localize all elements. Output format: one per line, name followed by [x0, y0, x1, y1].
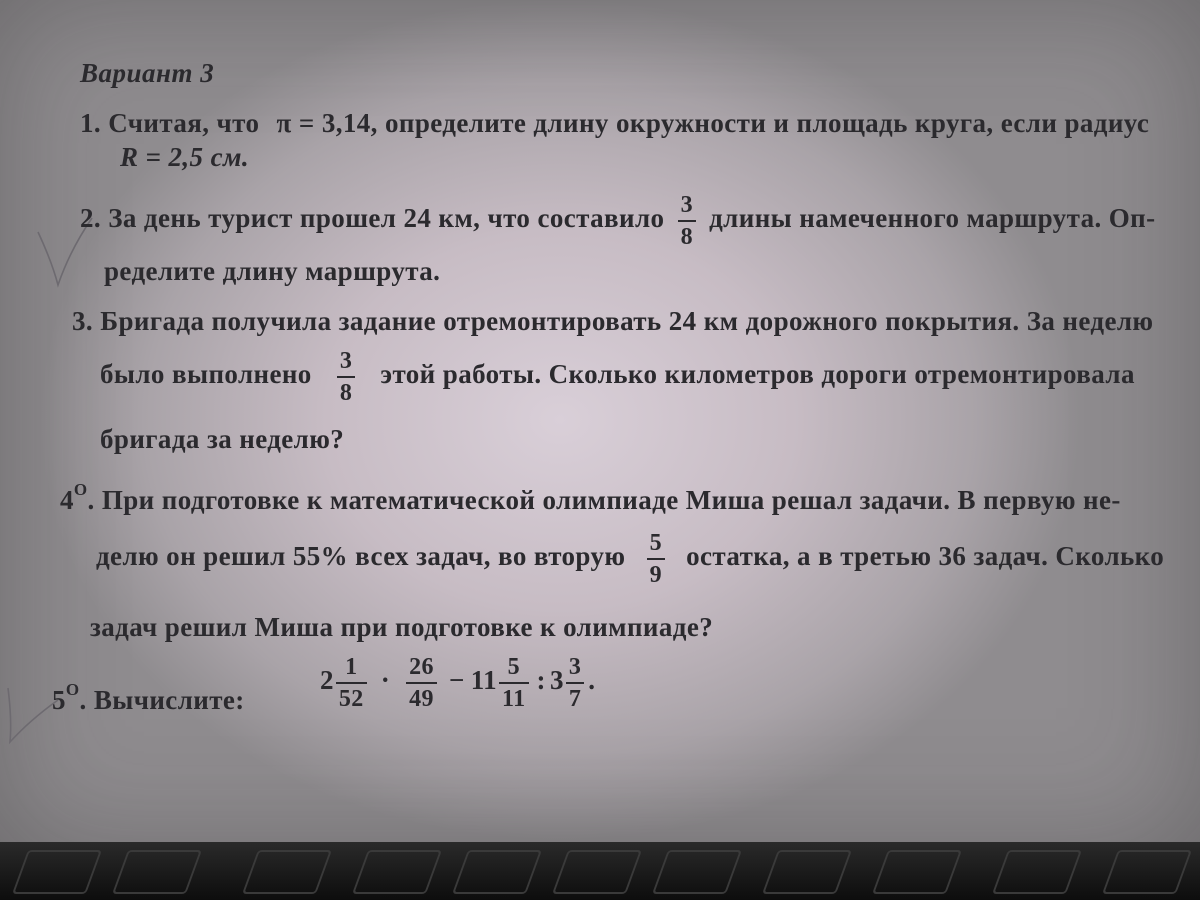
expr-operator-minus: −: [448, 665, 465, 696]
problem-3-number: 3.: [72, 306, 94, 336]
problem-3-text-pre: было выполнено: [100, 359, 312, 390]
desk-slat: [992, 850, 1082, 894]
fraction-numerator: 26: [409, 654, 434, 680]
problem-3-fraction: [337, 348, 355, 406]
problem-4-line-2: [96, 530, 1164, 588]
problem-2-number: 2.: [80, 203, 102, 234]
fraction-denominator: 9: [649, 562, 662, 588]
problem-2-text-post: длины намеченного маршрута. Оп-: [709, 203, 1156, 234]
problem-2-line-2: ределите длину маршрута.: [104, 256, 441, 286]
fraction-numerator: 1: [345, 654, 358, 680]
fraction-denominator: 8: [339, 380, 353, 406]
fraction-numerator: 3: [568, 654, 582, 680]
problem-4-fraction: [647, 530, 665, 588]
problem-1-line-2: R = 2,5 см.: [120, 142, 250, 172]
problem-4-number: 4: [60, 485, 74, 515]
problem-5-line: [52, 680, 245, 716]
desk-edge: [0, 842, 1200, 900]
problem-1-number: 1.: [80, 108, 102, 138]
problem-4-line-1: [60, 480, 1121, 516]
expr-whole-1: 2: [320, 665, 334, 696]
problem-5-label: . Вычислите:: [79, 685, 245, 715]
problem-5-number: 5: [52, 685, 66, 715]
problem-3-text: Бригада получила задание отремонтировать 24 км дорожного покрытия. За неделю: [100, 306, 1154, 336]
problem-4-text: . При подготовке к математической олимпиаде Миша решал задачи. В первую не-: [87, 485, 1121, 515]
problem-4-text-post: остатка, а в третью 36 задач. Сколько: [686, 541, 1165, 572]
problem-3-text-post: этой работы. Сколько километров дороги отремонтировала: [380, 359, 1135, 390]
problem-4-marker: O: [73, 480, 88, 499]
fraction-numerator: 5: [507, 654, 520, 680]
fraction-denominator: 49: [409, 686, 434, 712]
desk-slat: [112, 850, 202, 894]
fraction-denominator: 52: [338, 686, 364, 712]
desk-slat: [652, 850, 742, 894]
problem-3-line-1: [72, 306, 1153, 337]
problem-1-pi-text: π = 3,14, определите длину окружности и площадь круга, если радиус: [276, 108, 1150, 138]
expr-whole-3: 3: [549, 665, 564, 696]
expr-whole-2: 11: [470, 665, 498, 696]
problem-1-line-1: [80, 108, 1149, 139]
expr-fraction-3: [499, 654, 528, 712]
problem-2-line-1: [80, 192, 1156, 250]
problem-5-expression: [320, 654, 595, 712]
expr-operator-divide: :: [536, 665, 546, 696]
fraction-bar: [337, 376, 355, 378]
expr-end: .: [588, 665, 596, 696]
desk-slat: [352, 850, 442, 894]
fraction-denominator: 7: [568, 686, 582, 712]
desk-slat: [242, 850, 332, 894]
desk-slat: [762, 850, 852, 894]
problem-1-text: Считая, что: [108, 108, 260, 138]
fraction-bar: [678, 220, 696, 222]
desk-slat: [552, 850, 642, 894]
fraction-bar: [406, 682, 437, 684]
problem-2-text-pre: За день турист прошел 24 км, что составило: [108, 203, 665, 234]
problem-2-fraction: [678, 192, 696, 250]
fraction-numerator: 3: [680, 192, 693, 218]
desk-slat: [452, 850, 542, 894]
problem-3-line-3: бригада за неделю?: [100, 424, 345, 454]
fraction-bar: [566, 682, 584, 684]
expr-operator-multiply: ·: [380, 665, 391, 696]
fraction-numerator: 3: [339, 348, 353, 374]
problem-5-marker: O: [65, 680, 80, 699]
fraction-bar: [336, 682, 367, 684]
problem-3-line-2: [100, 348, 1135, 406]
variant-title: Вариант 3: [80, 58, 215, 88]
desk-slat: [872, 850, 962, 894]
fraction-bar: [499, 682, 528, 684]
expr-fraction-2: [406, 654, 437, 712]
expr-fraction-1: [336, 654, 367, 712]
fraction-bar: [647, 558, 665, 560]
expr-fraction-4: [566, 654, 584, 712]
desk-slat: [1102, 850, 1192, 894]
problem-4-text-pre: делю он решил 55% всех задач, во вторую: [96, 541, 626, 572]
problem-4-line-3: задач решил Миша при подготовке к олимпиаде?: [90, 612, 714, 642]
fraction-numerator: 5: [649, 530, 662, 556]
fraction-denominator: 8: [680, 224, 693, 250]
fraction-denominator: 11: [502, 686, 526, 712]
desk-slat: [12, 850, 102, 894]
